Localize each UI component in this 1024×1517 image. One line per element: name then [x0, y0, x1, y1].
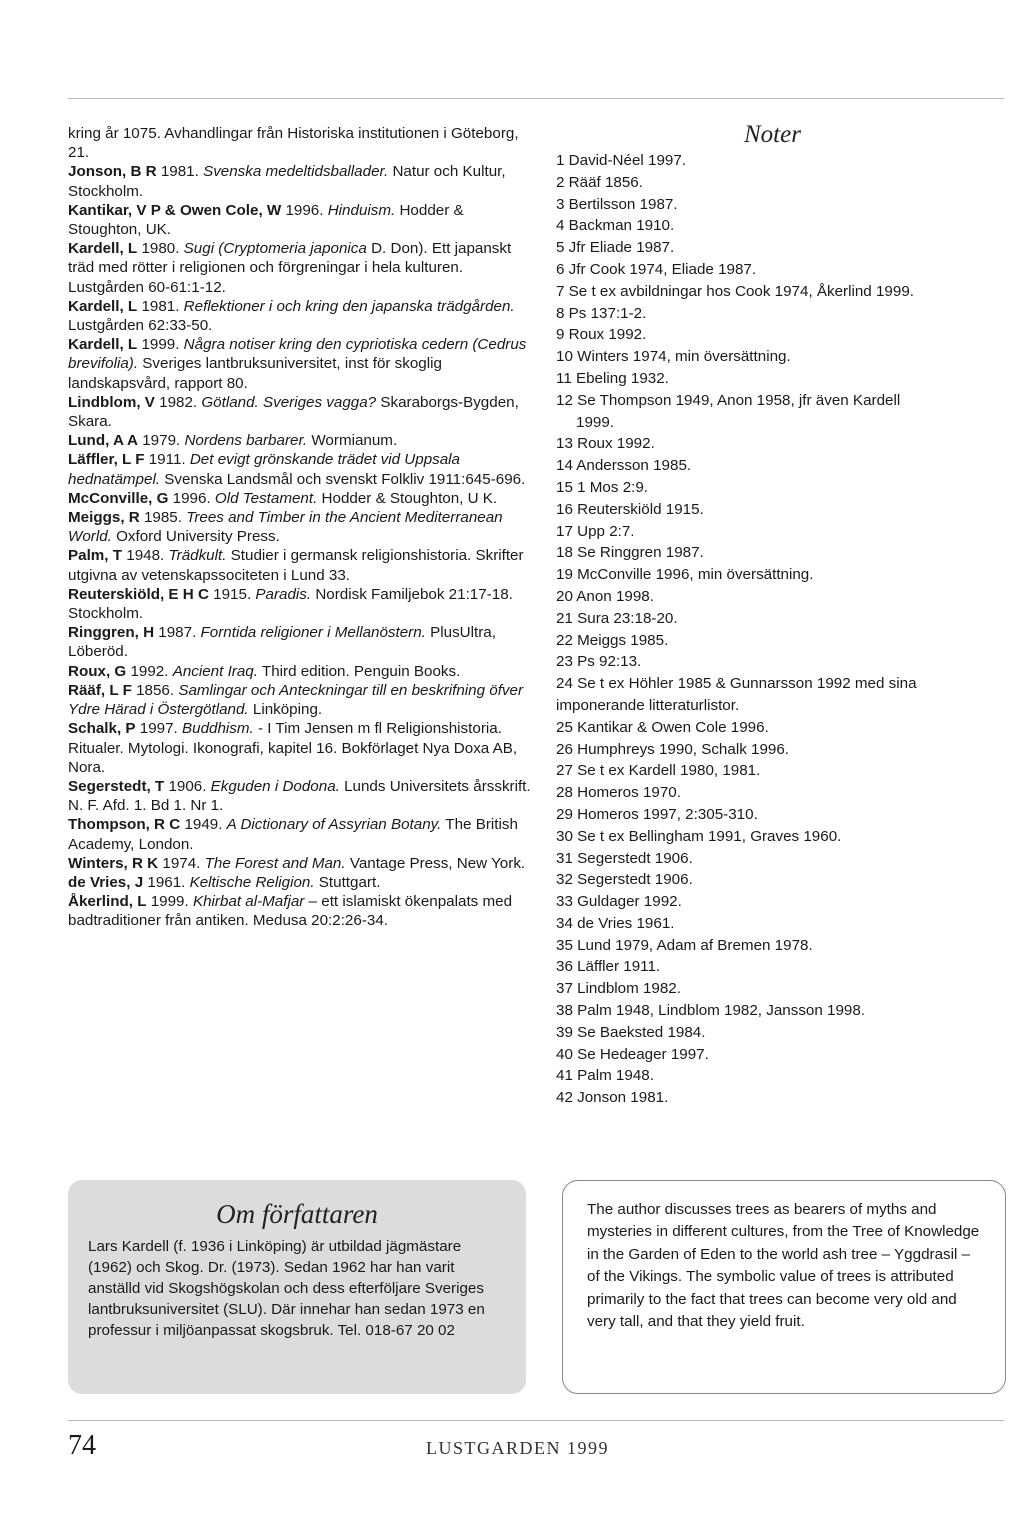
- reference-details: Hodder & Stoughton, UK.: [68, 201, 464, 239]
- reference-year: 1979.: [138, 432, 185, 450]
- note-text: 2 Rääf 1856.: [556, 173, 643, 191]
- note-text: 36 Läffler 1911.: [556, 958, 661, 976]
- reference-entry: [68, 393, 538, 431]
- reference-entry: [68, 162, 538, 200]
- reference-entry: [68, 335, 538, 393]
- journal-footer: LUSTGARDEN 1999: [426, 1438, 609, 1458]
- reference-details: Nordisk Familjebok 21:17-18. Stockholm.: [68, 585, 513, 623]
- reference-year: 1999.: [137, 336, 184, 354]
- reference-author: Läffler, L F: [68, 451, 145, 469]
- note-text: 1 David-Néel 1997.: [556, 152, 687, 169]
- reference-title: Några notiser kring den cypriotiska cedern (Cedrus brevifolia).: [68, 336, 527, 373]
- reference-year: 1980.: [137, 240, 184, 258]
- note-item: [556, 760, 1006, 782]
- reference-details: Vantage Press, New York.: [345, 854, 526, 872]
- reference-entry: [68, 297, 538, 335]
- reference-details: Linköping.: [248, 701, 323, 719]
- note-item: [556, 1087, 1006, 1109]
- top-rule: [68, 98, 1004, 99]
- note-text: 12 Se Thompson 1949, Anon 1958, jfr även Kardell: [556, 391, 901, 409]
- reference-entry: [68, 681, 538, 719]
- note-text: 29 Homeros 1997, 2:305-310.: [556, 805, 758, 823]
- note-text: 22 Meiggs 1985.: [556, 631, 669, 649]
- note-item: [556, 455, 1006, 477]
- note-item: [556, 368, 1006, 390]
- note-text: 5 Jfr Eliade 1987.: [556, 239, 675, 257]
- note-item: [556, 499, 1006, 521]
- reference-author: Meiggs, R: [68, 509, 140, 527]
- note-text: 35 Lund 1979, Adam af Bremen 1978.: [556, 936, 813, 954]
- reference-year: 1996.: [168, 489, 215, 507]
- note-item: [556, 673, 1006, 717]
- reference-title: Götland. Sveriges vagga?: [201, 393, 377, 411]
- reference-entry: [68, 719, 538, 777]
- reference-details: - I Tim Jensen m fl Religionshistoria. Ritualer. Mytologi. Ikonografi, kapitel 16. Bokförlaget Nya Doxa AB, Nora.: [68, 720, 518, 776]
- note-item: [556, 237, 1006, 259]
- note-item: [556, 172, 1006, 194]
- note-text: 13 Roux 1992.: [556, 435, 655, 453]
- reference-title: Old Testament.: [214, 489, 318, 507]
- note-text: 40 Se Hedeager 1997.: [556, 1045, 709, 1063]
- reference-year: 1987.: [154, 624, 201, 642]
- note-text: 4 Backman 1910.: [556, 217, 675, 235]
- note-item: [556, 303, 1006, 325]
- reference-author: Ringgren, H: [68, 624, 155, 642]
- note-item: [556, 390, 1006, 434]
- reference-title: A Dictionary of Assyrian Botany.: [226, 816, 442, 834]
- reference-entry: [68, 623, 538, 661]
- note-item: [556, 346, 1006, 368]
- note-text: 8 Ps 137:1-2.: [556, 304, 647, 322]
- reference-details: Svenska Landsmål och svenskt Folkliv 1911:645-696.: [160, 470, 526, 488]
- notes-section: [556, 120, 1006, 1109]
- reference-entry: [68, 508, 538, 546]
- reference-author: Schalk, P: [68, 720, 136, 738]
- reference-title: The Forest and Man.: [204, 854, 346, 872]
- note-text: 27 Se t ex Kardell 1980, 1981.: [556, 762, 761, 780]
- reference-details: Natur och Kultur, Stockholm.: [68, 163, 506, 200]
- reference-author: Rääf, L F: [68, 681, 132, 699]
- reference-details: – ett islamiskt ökenpalats med badtraditioner från antiken. Medusa 20:2:26-34.: [68, 893, 513, 930]
- reference-author: Thompson, R C: [68, 816, 181, 834]
- reference-entry: [68, 662, 538, 681]
- note-item: [556, 1044, 1006, 1066]
- reference-author: Kardell, L: [68, 336, 138, 354]
- reference-details: Lunds Universitets årsskrift. N. F. Afd. 1. Bd 1. Nr 1.: [68, 777, 531, 815]
- note-item: [556, 717, 1006, 739]
- reference-year: 1948.: [122, 547, 169, 565]
- note-item: [556, 433, 1006, 455]
- reference-details: PlusUltra, Löberöd.: [68, 624, 496, 661]
- note-item: [556, 739, 1006, 761]
- note-item: [556, 956, 1006, 978]
- reference-entry: [68, 892, 538, 930]
- note-text: 20 Anon 1998.: [556, 587, 654, 605]
- note-item: [556, 804, 1006, 826]
- note-text: 42 Jonson 1981.: [556, 1089, 669, 1107]
- note-item: [556, 477, 1006, 499]
- reference-details: Lustgården 62:33-50.: [68, 317, 213, 335]
- reference-author: Åkerlind, L: [68, 893, 147, 911]
- reference-title: Svenska medeltidsballader.: [203, 163, 389, 181]
- reference-title: Hinduism.: [327, 201, 396, 219]
- reference-title: Ancient Iraq.: [172, 662, 258, 680]
- note-text: 18 Se Ringgren 1987.: [556, 544, 704, 562]
- note-item: [556, 194, 1006, 216]
- note-item: [556, 1000, 1006, 1022]
- reference-year: 1974.: [158, 854, 205, 872]
- reference-author: de Vries, J: [68, 873, 144, 891]
- reference-year: 1961.: [143, 873, 190, 891]
- note-item: [556, 608, 1006, 630]
- note-item: [556, 869, 1006, 891]
- note-text: 3 Bertilsson 1987.: [556, 195, 678, 213]
- reference-year: 1992.: [126, 662, 173, 680]
- note-item: [556, 1065, 1006, 1087]
- reference-author: Segerstedt, T: [68, 777, 165, 795]
- reference-title: Sugi (Cryptomeria japonica: [183, 240, 367, 258]
- reference-details: Oxford University Press.: [111, 528, 280, 546]
- reference-author: Reuterskiöld, E H C: [68, 585, 209, 603]
- reference-details: Hodder & Stoughton, U K.: [317, 489, 498, 507]
- note-text: 31 Segerstedt 1906.: [556, 849, 693, 867]
- note-text: 25 Kantikar & Owen Cole 1996.: [556, 718, 769, 736]
- note-item: [556, 978, 1006, 1000]
- reference-author: Lindblom, V: [68, 393, 155, 411]
- note-text-continued: 1999.: [576, 413, 615, 431]
- reference-details: Wormianum.: [307, 432, 398, 450]
- note-item: [556, 281, 1006, 303]
- reference-details: Skaraborgs-Bygden, Skara.: [68, 393, 519, 431]
- reference-title: Khirbat al-Mafjar: [192, 893, 305, 911]
- note-item: [556, 564, 1006, 586]
- reference-entry: [68, 489, 538, 508]
- reference-details: Studier i germansk religionshistoria. Skrifter utgivna av vetenskapssociteten i Lund 33.: [68, 547, 524, 584]
- note-text: 41 Palm 1948.: [556, 1067, 654, 1085]
- reference-author: Kantikar, V P & Owen Cole, W: [68, 201, 282, 219]
- note-text: 9 Roux 1992.: [556, 326, 647, 344]
- reference-details: kring år 1075. Avhandlingar från Historiska institutionen i Göteborg, 21.: [68, 125, 519, 162]
- note-text: 23 Ps 92:13.: [556, 653, 642, 671]
- reference-author: Kardell, L: [68, 297, 138, 315]
- reference-details: The British Academy, London.: [68, 816, 518, 853]
- note-item: [556, 150, 1006, 172]
- reference-title: Keltische Religion.: [189, 873, 315, 891]
- note-text: 28 Homeros 1970.: [556, 784, 681, 802]
- note-item: [556, 630, 1006, 652]
- note-item: [556, 826, 1006, 848]
- reference-details: Stuttgart.: [314, 873, 381, 891]
- note-item: [556, 521, 1006, 543]
- note-item: [556, 891, 1006, 913]
- note-text: 15 1 Mos 2:9.: [556, 478, 649, 496]
- about-author-box: [68, 1180, 526, 1394]
- note-item: [556, 586, 1006, 608]
- note-text: 16 Reuterskiöld 1915.: [556, 500, 704, 518]
- reference-author: Roux, G: [68, 662, 127, 680]
- reference-entry: [68, 873, 538, 892]
- note-item: [556, 935, 1006, 957]
- reference-title: Samlingar och Anteckningar till en beskrifning öfver Ydre Härad i Östergötland.: [68, 681, 524, 719]
- note-text: 7 Se t ex avbildningar hos Cook 1974, Åkerlind 1999.: [556, 282, 914, 300]
- reference-title: Trees and Timber in the Ancient Mediterranean World.: [68, 509, 503, 546]
- note-text: 21 Sura 23:18-20.: [556, 609, 678, 627]
- note-text: 39 Se Baeksted 1984.: [556, 1023, 706, 1041]
- reference-year: 1996.: [281, 201, 328, 219]
- note-item: [556, 913, 1006, 935]
- note-item: [556, 782, 1006, 804]
- note-item: [556, 259, 1006, 281]
- reference-title: Trädkult.: [168, 547, 227, 565]
- reference-year: 1911.: [144, 451, 190, 469]
- reference-entry: [68, 777, 538, 815]
- reference-year: 1856.: [131, 681, 179, 699]
- note-item: [556, 848, 1006, 870]
- note-text: 30 Se t ex Bellingham 1991, Graves 1960.: [556, 827, 842, 845]
- note-text: 6 Jfr Cook 1974, Eliade 1987.: [556, 260, 757, 278]
- notes-heading: Noter: [744, 121, 801, 148]
- note-text: 11 Ebeling 1932.: [556, 369, 669, 387]
- note-text: 26 Humphreys 1990, Schalk 1996.: [556, 740, 790, 758]
- reference-details: D. Don). Ett japanskt träd med rötter i religionen och förgreningar i hela kulturen. Lustgården 60-61:1-12.: [68, 240, 512, 296]
- reference-title: Forntida religioner i Mellanöstern.: [200, 624, 426, 642]
- reference-year: 1982.: [154, 393, 202, 411]
- note-item: [556, 1022, 1006, 1044]
- note-text: 37 Lindblom 1982.: [556, 980, 681, 998]
- reference-author: Kardell, L: [68, 240, 138, 258]
- note-text: 14 Andersson 1985.: [556, 457, 692, 475]
- reference-title: Ekguden i Dodona.: [210, 777, 340, 795]
- note-text: 24 Se t ex Höhler 1985 & Gunnarsson 1992 med sina imponerande litteraturlistor.: [556, 675, 917, 714]
- note-item: [556, 324, 1006, 346]
- reference-year: 1997.: [135, 720, 182, 738]
- reference-title: Paradis.: [255, 585, 312, 603]
- note-text: 34 de Vries 1961.: [556, 914, 675, 932]
- bottom-rule: [68, 1420, 1004, 1421]
- reference-entry: [68, 546, 538, 584]
- reference-year: 1949.: [180, 816, 227, 834]
- reference-title: Reflektioner i och kring den japanska trädgården.: [183, 297, 515, 315]
- note-text: 33 Guldager 1992.: [556, 893, 682, 911]
- reference-year: 1999.: [146, 893, 193, 911]
- reference-entry: [68, 815, 538, 853]
- reference-title: Buddhism.: [182, 720, 254, 738]
- note-item: [556, 215, 1006, 237]
- reference-author: Lund, A A: [68, 432, 139, 450]
- english-summary-box: [562, 1180, 1006, 1394]
- reference-entry: [68, 854, 538, 873]
- note-text: 38 Palm 1948, Lindblom 1982, Jansson 1998.: [556, 1002, 866, 1020]
- reference-entry: [68, 585, 538, 623]
- about-author-heading: Om författaren: [216, 1199, 378, 1229]
- note-text: 10 Winters 1974, min översättning.: [556, 348, 791, 366]
- note-item: [556, 651, 1006, 673]
- reference-year: 1915.: [208, 585, 256, 603]
- reference-year: 1906.: [164, 777, 211, 795]
- reference-details: Sveriges lantbruksuniversitet, inst för skoglig landskapsvård, rapport 80.: [68, 355, 442, 392]
- note-text: 17 Upp 2:7.: [556, 522, 635, 540]
- reference-author: Jonson, B R: [68, 163, 157, 181]
- reference-details: Third edition. Penguin Books.: [257, 662, 461, 680]
- about-author-text: Lars Kardell (f. 1936 i Linköping) är utbildad jägmästare (1962) och Skog. Dr. (1973). Sedan 1962 har han varit anställd vid Skogshögskolan och dess efterföljare Sveriges lantbruksuniversitet (SLU). Där innehar han sedan 1973 en professur i miljöanpassat skogsbruk. Tel. 018-67 20 02: [88, 1238, 485, 1339]
- reference-author: Palm, T: [68, 547, 123, 565]
- english-summary-text: The author discusses trees as bearers of myths and mysteries in different cultures, from the Tree of Knowledge in the Garden of Eden to the world ash tree – Yggdrasil – of the Vikings. The symbolic value of trees is attributed primarily to the fact that trees can become very old and very tall, and that they yield fruit.: [587, 1201, 980, 1331]
- reference-entry: [68, 431, 538, 450]
- reference-year: 1981.: [156, 163, 204, 181]
- notes-list: [556, 150, 1006, 1109]
- note-text: 32 Segerstedt 1906.: [556, 871, 693, 889]
- reference-entry: [68, 239, 538, 297]
- reference-list: [68, 124, 538, 931]
- reference-year: 1985.: [139, 509, 187, 527]
- reference-author: Winters, R K: [68, 854, 159, 872]
- reference-entry: [68, 124, 538, 162]
- reference-title: Det evigt grönskande trädet vid Uppsala hednatämpel.: [68, 451, 461, 488]
- reference-entry: [68, 450, 538, 488]
- note-text: 19 McConville 1996, min översättning.: [556, 566, 814, 584]
- reference-year: 1981.: [137, 297, 184, 315]
- note-item: [556, 542, 1006, 564]
- reference-author: McConville, G: [68, 489, 169, 507]
- reference-entry: [68, 201, 538, 239]
- page-number: 74: [68, 1430, 96, 1461]
- reference-title: Nordens barbarer.: [184, 432, 308, 450]
